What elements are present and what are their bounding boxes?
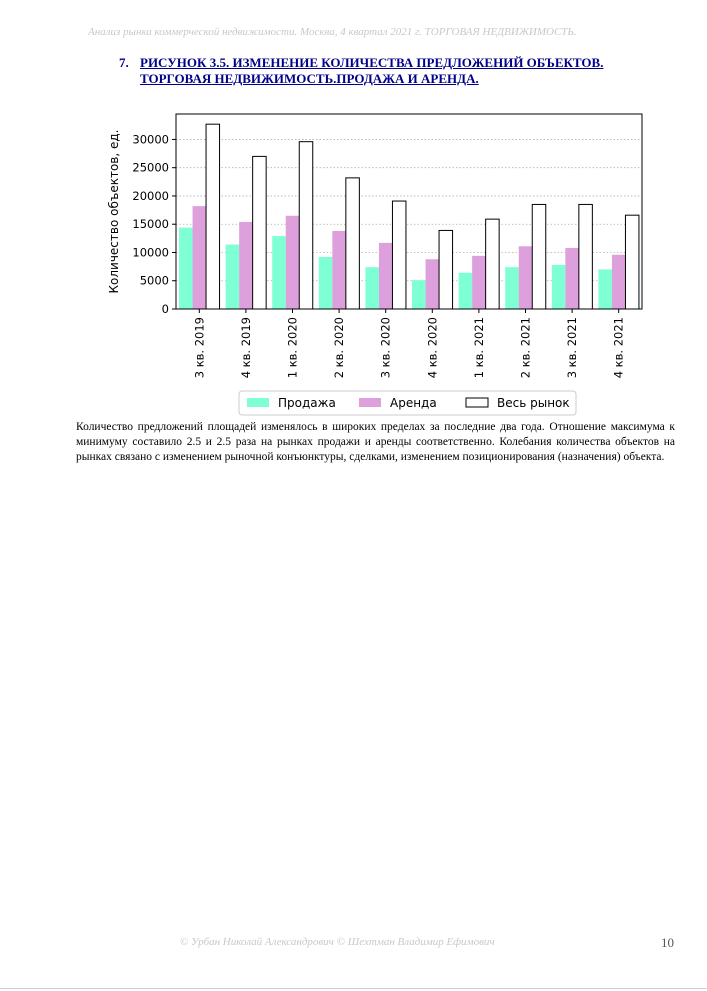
bar	[379, 243, 393, 309]
bars	[179, 124, 639, 309]
y-tick-label: 30000	[132, 132, 169, 147]
legend-swatch	[466, 398, 488, 407]
bar	[532, 204, 546, 309]
copyright-footer: © Урбан Николай Александрович © Шехтман Владимир Ефимович	[180, 936, 495, 948]
y-tick-label: 25000	[132, 160, 169, 175]
y-axis	[132, 132, 176, 316]
bar	[239, 222, 253, 309]
bar	[332, 231, 346, 309]
x-tick-label: 3 кв. 2019	[192, 317, 207, 379]
bar	[226, 245, 240, 309]
bar	[459, 273, 473, 309]
bar	[179, 228, 193, 309]
y-tick-label: 20000	[132, 188, 169, 203]
bar	[486, 219, 500, 309]
legend-label: Весь рынок	[497, 396, 570, 410]
bar	[552, 265, 566, 309]
x-tick-label: 1 кв. 2020	[285, 317, 300, 379]
bar	[565, 248, 579, 309]
description-paragraph: Количество предложений площадей изменялось в широких пределах за последние два года. Отношение максимума к минимуму составило 2.5 и 2.5 раза на рынках продажи и аренды соответственно. Колебания количества объектов на рынках связано с изменением рыночной конъюнктуры, сделками, изменением позиционирования (назначения) объекта.	[76, 421, 675, 463]
bar	[365, 267, 379, 309]
bar	[272, 236, 286, 309]
bar	[253, 156, 267, 309]
bar	[472, 256, 486, 309]
bar	[519, 246, 533, 309]
x-tick-label: 1 кв. 2021	[471, 317, 486, 379]
bar	[505, 267, 519, 309]
x-tick-label: 2 кв. 2020	[332, 317, 347, 379]
bar	[346, 178, 360, 309]
figure-title[interactable]: РИСУНОК 3.5. ИЗМЕНЕНИЕ КОЛИЧЕСТВА ПРЕДЛОЖЕНИЙ ОБЪЕКТОВ. ТОРГОВАЯ НЕДВИЖИМОСТЬ.ПРОДАЖА И АРЕНДА.	[140, 55, 604, 86]
y-tick-label: 0	[161, 302, 169, 316]
bar	[412, 280, 426, 309]
bar	[579, 204, 593, 309]
legend-label: Аренда	[390, 396, 437, 410]
offers-bar-chart	[0, 0, 707, 420]
bar	[598, 269, 612, 309]
y-axis-label: Количество объектов, ед.	[107, 129, 121, 294]
bar	[612, 255, 626, 309]
y-tick-label: 5000	[139, 273, 169, 288]
bottom-divider	[0, 988, 707, 989]
x-tick-label: 2 кв. 2021	[518, 317, 533, 379]
y-tick-label: 15000	[132, 217, 169, 232]
bar	[206, 124, 220, 309]
running-header: Анализ рынка коммерческой недвижимости. Москва, 4 квартал 2021 г. ТОРГОВАЯ НЕДВИЖИМОСТЬ.	[88, 26, 577, 38]
bar	[625, 215, 639, 309]
y-tick-label: 10000	[132, 245, 169, 260]
bar	[319, 257, 333, 309]
x-tick-label: 3 кв. 2021	[565, 317, 580, 379]
bar	[439, 230, 453, 309]
bar	[426, 259, 440, 309]
page-number: 10	[661, 935, 674, 950]
x-tick-label: 4 кв. 2021	[611, 317, 626, 379]
legend-swatch	[359, 398, 381, 407]
x-tick-label: 3 кв. 2020	[378, 317, 393, 379]
bar	[299, 142, 313, 309]
x-tick-label: 4 кв. 2020	[425, 317, 440, 379]
figure-number: 7.	[119, 55, 129, 70]
bar	[392, 201, 406, 309]
legend	[239, 391, 576, 415]
bar	[193, 206, 207, 309]
x-axis	[192, 309, 625, 378]
legend-label: Продажа	[278, 396, 336, 410]
bar	[286, 216, 300, 309]
x-tick-label: 4 кв. 2019	[238, 317, 253, 379]
legend-swatch	[247, 398, 269, 407]
